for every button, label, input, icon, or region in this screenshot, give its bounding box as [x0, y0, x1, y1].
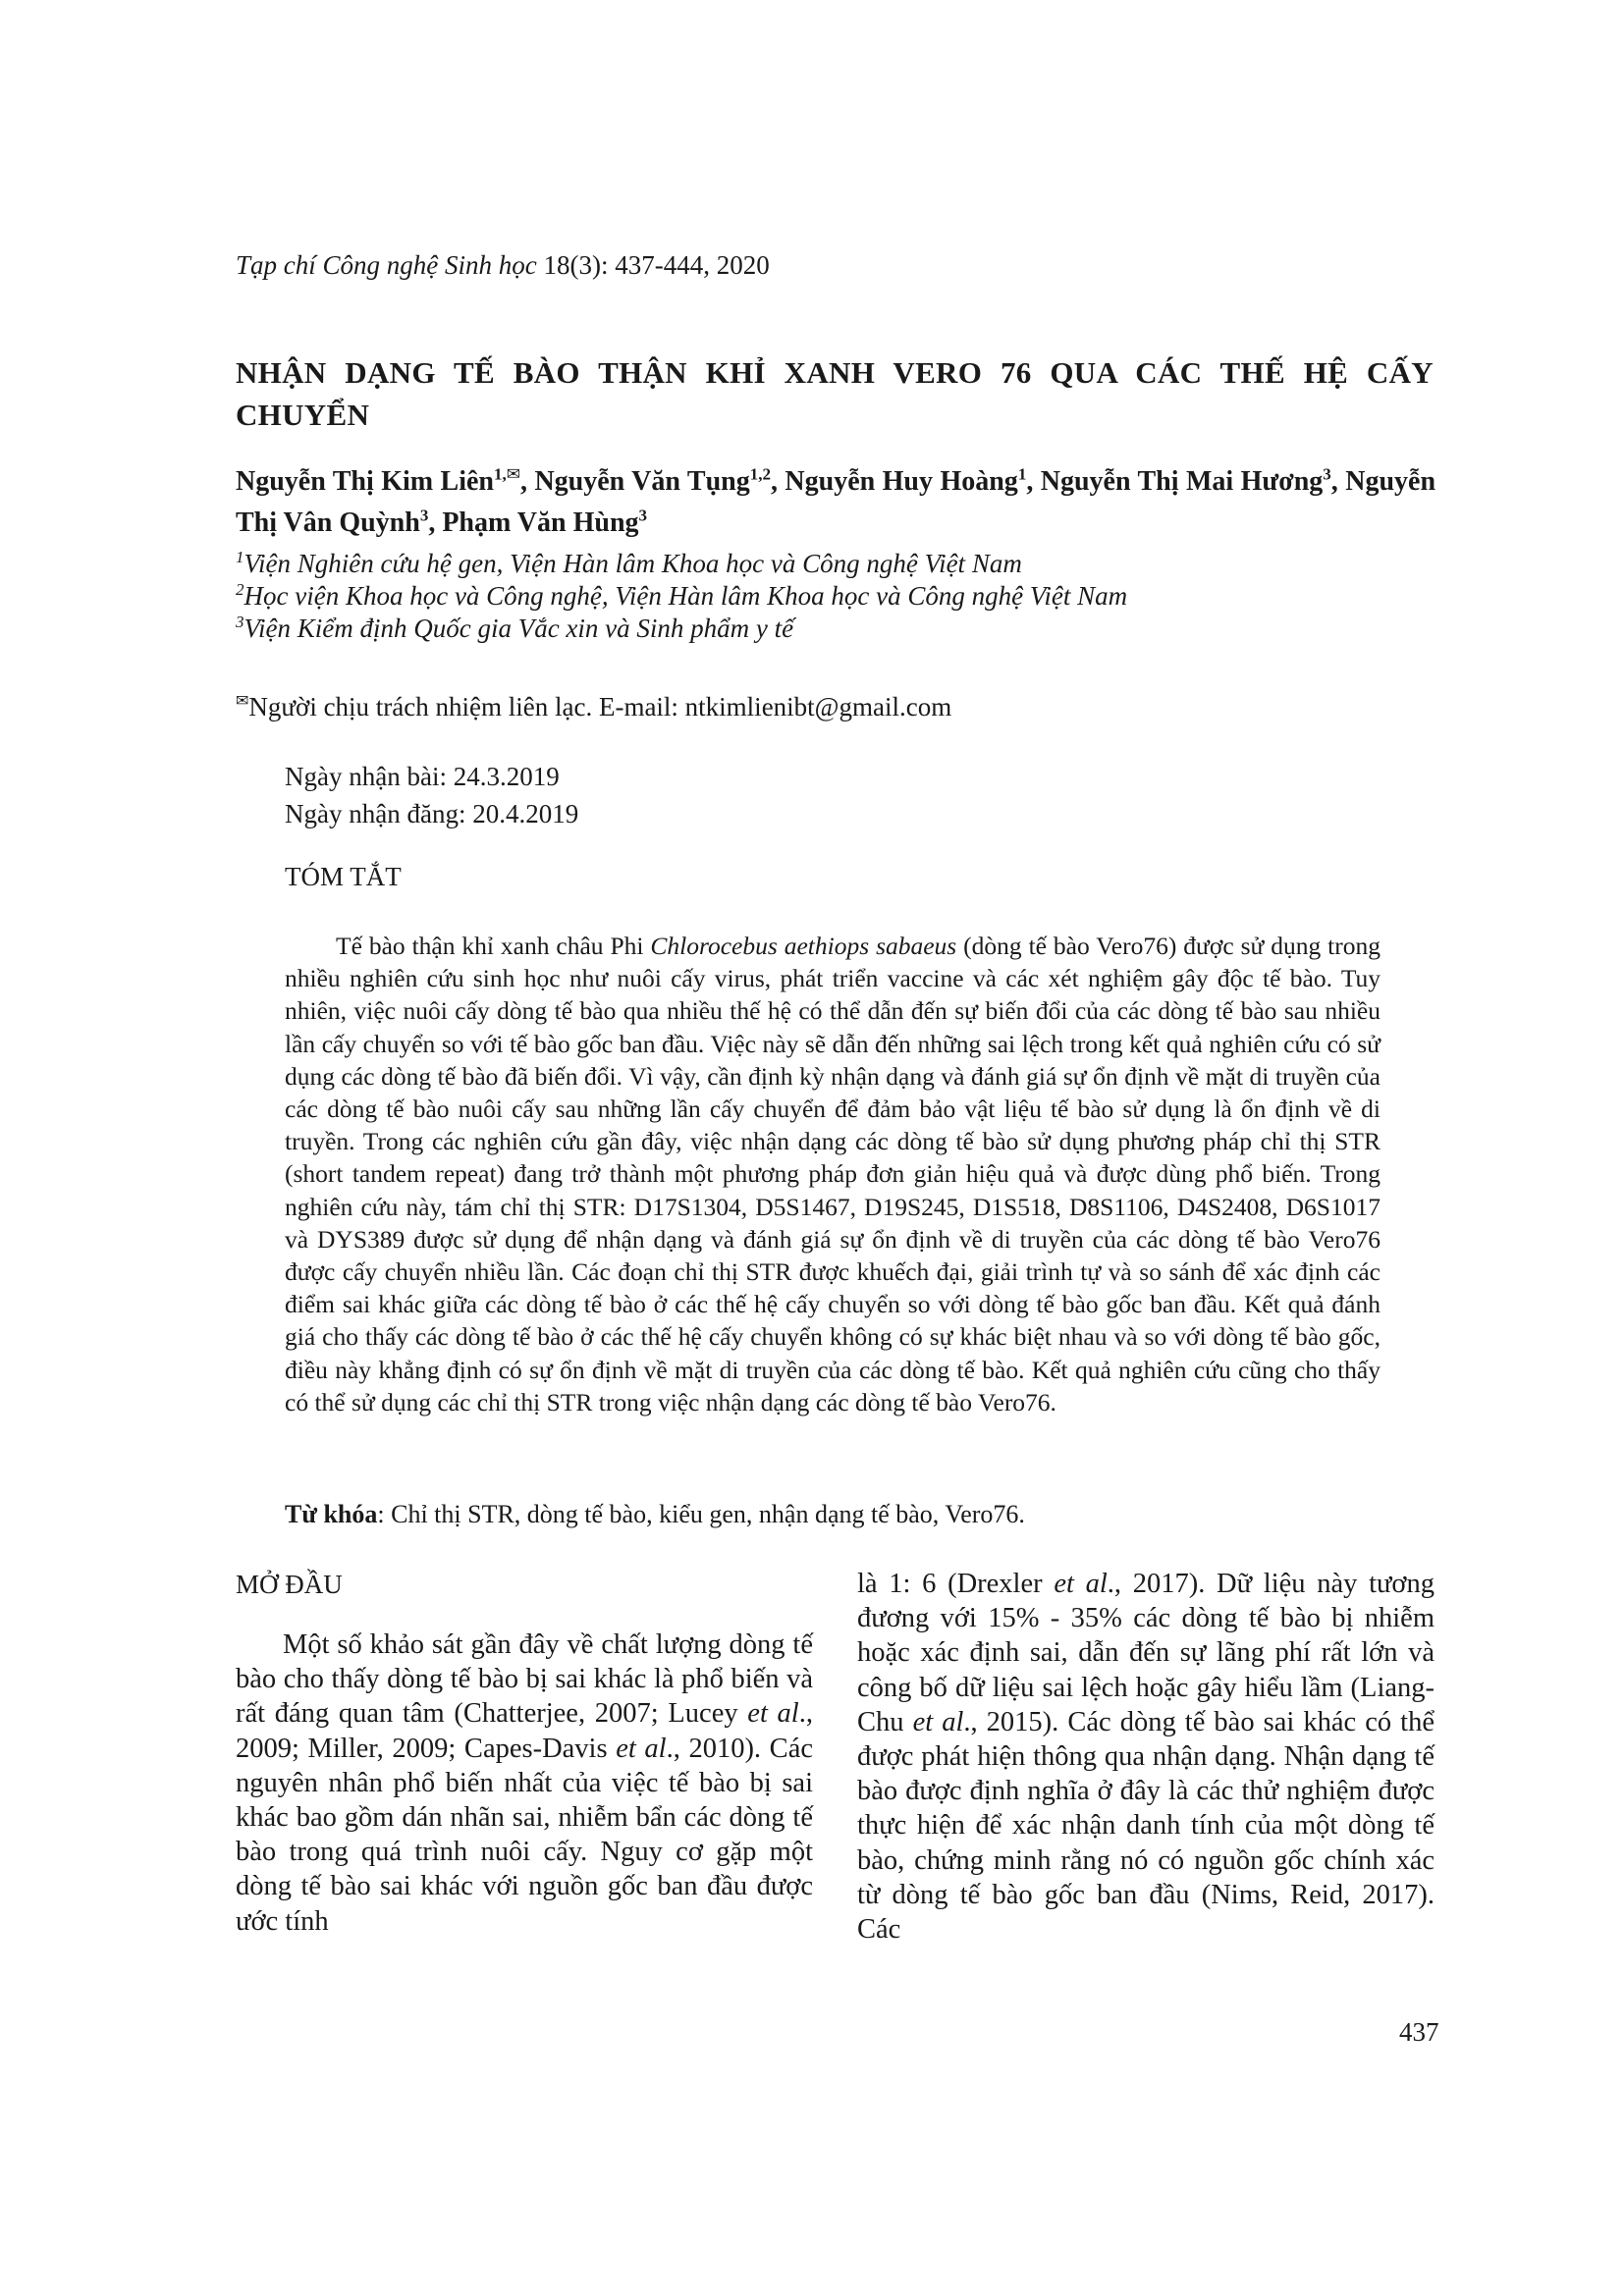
text-run: là 1: 6 (Drexler — [857, 1569, 1055, 1599]
text-run: ., 2015). Các dòng tế bào sai khác có thể được phát hiện thông qua nhận dạng. Nhận dạng tế bào được định nghĩa ở đây là các thử nghiệm được thực hiện để xác nhận danh tính của một dòng tế bào, chứng minh rằng nó có nguồn gốc chính xác từ dòng tế bào gốc ban đầu (Nims, Reid, 2017). Các — [857, 1706, 1435, 1946]
species-name: Chlorocebus aethiops sabaeus — [650, 932, 957, 960]
envelope-icon: ✉ — [506, 464, 520, 484]
abstract-lead: Tế bào thận khỉ xanh châu Phi — [336, 932, 651, 960]
affiliation-num: 1 — [236, 548, 244, 566]
keywords-text: : Chỉ thị STR, dòng tế bào, kiểu gen, nhận dạng tế bào, Vero76. — [377, 1500, 1025, 1528]
author-list: Nguyễn Thị Kim Liên$^{1,✉}$, Nguyễn Văn Tụng$^{1,2}$, Nguyễn Huy Hoàng$^1$, Nguyễn Thị Mai Hương$^3$, Nguyễn Thị Vân Quỳnh$^3$, Phạm Văn Hùng$^3$ — [236, 464, 1436, 538]
accepted-date: Ngày nhận đăng: 20.4.2019 — [285, 799, 579, 828]
intro-left-column — [236, 1567, 813, 1939]
author — [785, 466, 1026, 497]
author-name: Nguyễn Thị Kim Liên — [236, 466, 494, 497]
keywords-label: Từ khóa — [285, 1500, 378, 1528]
author-affil: 1, — [493, 464, 507, 484]
author — [236, 466, 520, 497]
journal-name: Tạp chí Công nghệ Sinh học — [236, 250, 537, 280]
text-run: ., 2010). Các nguyên nhân phổ biến nhất của việc tế bào bị sai khác bao gồm dán nhãn sai, nhiễm bẩn các dòng tế bào trong quá trình nuôi cấy. Nguy cơ gặp một dòng tế bào sai khác với nguồn gốc ban đầu được ước tính — [236, 1733, 813, 1937]
affiliation — [236, 548, 1435, 580]
intro-paragraph-right — [857, 1567, 1435, 1947]
corresponding-contact — [236, 692, 951, 722]
journal-header — [236, 250, 770, 281]
abstract-text — [285, 930, 1380, 1418]
text-run: Một số khảo sát gần đây về chất lượng dòng tế bào cho thấy dòng tế bào bị sai khác là phổ biến và rất đáng quan tâm (Chatterjee, 2007; Lucey — [236, 1629, 813, 1730]
abstract-heading: TÓM TẮT — [285, 862, 402, 891]
text-run: ., 2009; Miller, 2009; Capes-Davis — [236, 1698, 813, 1764]
affiliation-text: Viện Kiểm định Quốc gia Vắc xin và Sinh phẩm y tế — [244, 614, 794, 643]
author — [1041, 466, 1331, 497]
author-affil: 1,2 — [749, 464, 771, 484]
text-run-italic: et al — [747, 1698, 799, 1730]
envelope-icon: ✉ — [236, 693, 249, 710]
author-name: Nguyễn Huy Hoàng — [785, 466, 1018, 497]
author-name: Nguyễn Văn Tụng — [534, 466, 750, 497]
journal-issue: 18(3): 437-444, 2020 — [543, 250, 770, 280]
author-name: Nguyễn Thị Mai Hương — [1040, 466, 1324, 497]
paper-title: NHẬN DẠNG TẾ BÀO THẬN KHỈ XANH VERO 76 QUA CÁC THẾ HỆ CẤY CHUYỂN — [236, 355, 1434, 432]
affiliation-list — [236, 548, 1435, 645]
contact-text: Người chịu trách nhiệm liên lạc. E-mail: ntkimlienibt@gmail.com — [248, 692, 952, 721]
author-affil: 3 — [419, 506, 429, 525]
author-affil: 1 — [1017, 464, 1027, 484]
received-date: Ngày nhận bài: 24.3.2019 — [285, 762, 560, 791]
author-name: Phạm Văn Hùng — [442, 507, 639, 538]
submission-dates — [285, 758, 578, 832]
author — [442, 507, 647, 538]
author-name: Nguyễn Thị Vân Quỳnh — [236, 466, 1436, 538]
affiliation-num: 2 — [236, 580, 244, 599]
keywords — [285, 1500, 1380, 1529]
page-number: 437 — [1399, 2017, 1439, 2047]
intro-paragraph-left — [236, 1628, 813, 1939]
intro-right-column — [857, 1567, 1435, 1947]
author-affil: 3 — [1323, 464, 1331, 484]
text-run-italic: et al — [912, 1706, 964, 1737]
affiliation-text: Viện Nghiên cứu hệ gen, Viện Hàn lâm Khoa học và Công nghệ Việt Nam — [244, 549, 1022, 578]
affiliation-num: 3 — [236, 613, 244, 631]
abstract-body: (dòng tế bào Vero76) được sử dụng trong nhiều nghiên cứu sinh học như nuôi cấy virus, phát triển vaccine và các xét nghiệm gây độc tế bào. Tuy nhiên, việc nuôi cấy dòng tế bào qua nhiều thế hệ có thể dẫn đến sự biến đổi của các dòng tế bào sau nhiều lần cấy chuyển so với tế bào gốc ban đầu. Việc này sẽ dẫn đến những sai lệch trong kết quả nghiên cứu có sử dụng các dòng tế bào đã biến đổi. Vì vậy, cần định kỳ nhận dạng và đánh giá sự ổn định về mặt di truyền của các dòng tế bào nuôi cấy sau những lần cấy chuyển để đảm bảo vật liệu tế bào sử dụng là ổn định về di truyền. Trong các nghiên cứu gần đây, việc nhận dạng các dòng tế bào sử dụng phương pháp chỉ thị STR (short tandem repeat) đang trở thành một phương pháp đơn giản hiệu quả và được dùng phổ biến. Trong nghiên cứu này, tám chỉ thị STR: D17S1304, D5S1467, D19S245, D1S518, D8S1106, D4S2408, D6S1017 và DYS389 được sử dụng để nhận dạng và đánh giá sự ổn định về di truyền của các dòng tế bào Vero76 được cấy chuyển nhiều lần. Các đoạn chỉ thị STR được khuếch đại, giải trình tự và so sánh để xác định các điểm sai khác giữa các dòng tế bào ở các thế hệ cấy chuyển so với dòng tế bào gốc ban đầu. Kết quả đánh giá cho thấy các dòng tế bào ở các thế hệ cấy chuyển không có sự khác biệt nhau và so với dòng tế bào gốc, điều này khẳng định có sự ổn định về mặt di truyền của các dòng tế bào. Kết quả nghiên cứu cũng cho thấy có thể sử dụng các chỉ thị STR trong việc nhận dạng các dòng tế bào Vero76. — [285, 932, 1380, 1416]
affiliation-text: Học viện Khoa học và Công nghệ, Viện Hàn lâm Khoa học và Công nghệ Việt Nam — [244, 581, 1128, 611]
affiliation — [236, 613, 1435, 645]
author-affil: 3 — [638, 506, 648, 525]
affiliation — [236, 580, 1435, 613]
section-heading: MỞ ĐẦU — [236, 1570, 343, 1599]
author — [534, 466, 771, 497]
text-run-italic: et al — [1054, 1569, 1108, 1599]
text-run-italic: et al — [616, 1733, 667, 1764]
text-run: ., 2017). Dữ liệu này tương đương với 15% - 35% các dòng tế bào bị nhiễm hoặc xác định sai, dẫn đến sự lãng phí rất lớn và công bố dữ liệu sai lệch hoặc gây hiểu lầm (Liang-Chu — [857, 1569, 1435, 1737]
